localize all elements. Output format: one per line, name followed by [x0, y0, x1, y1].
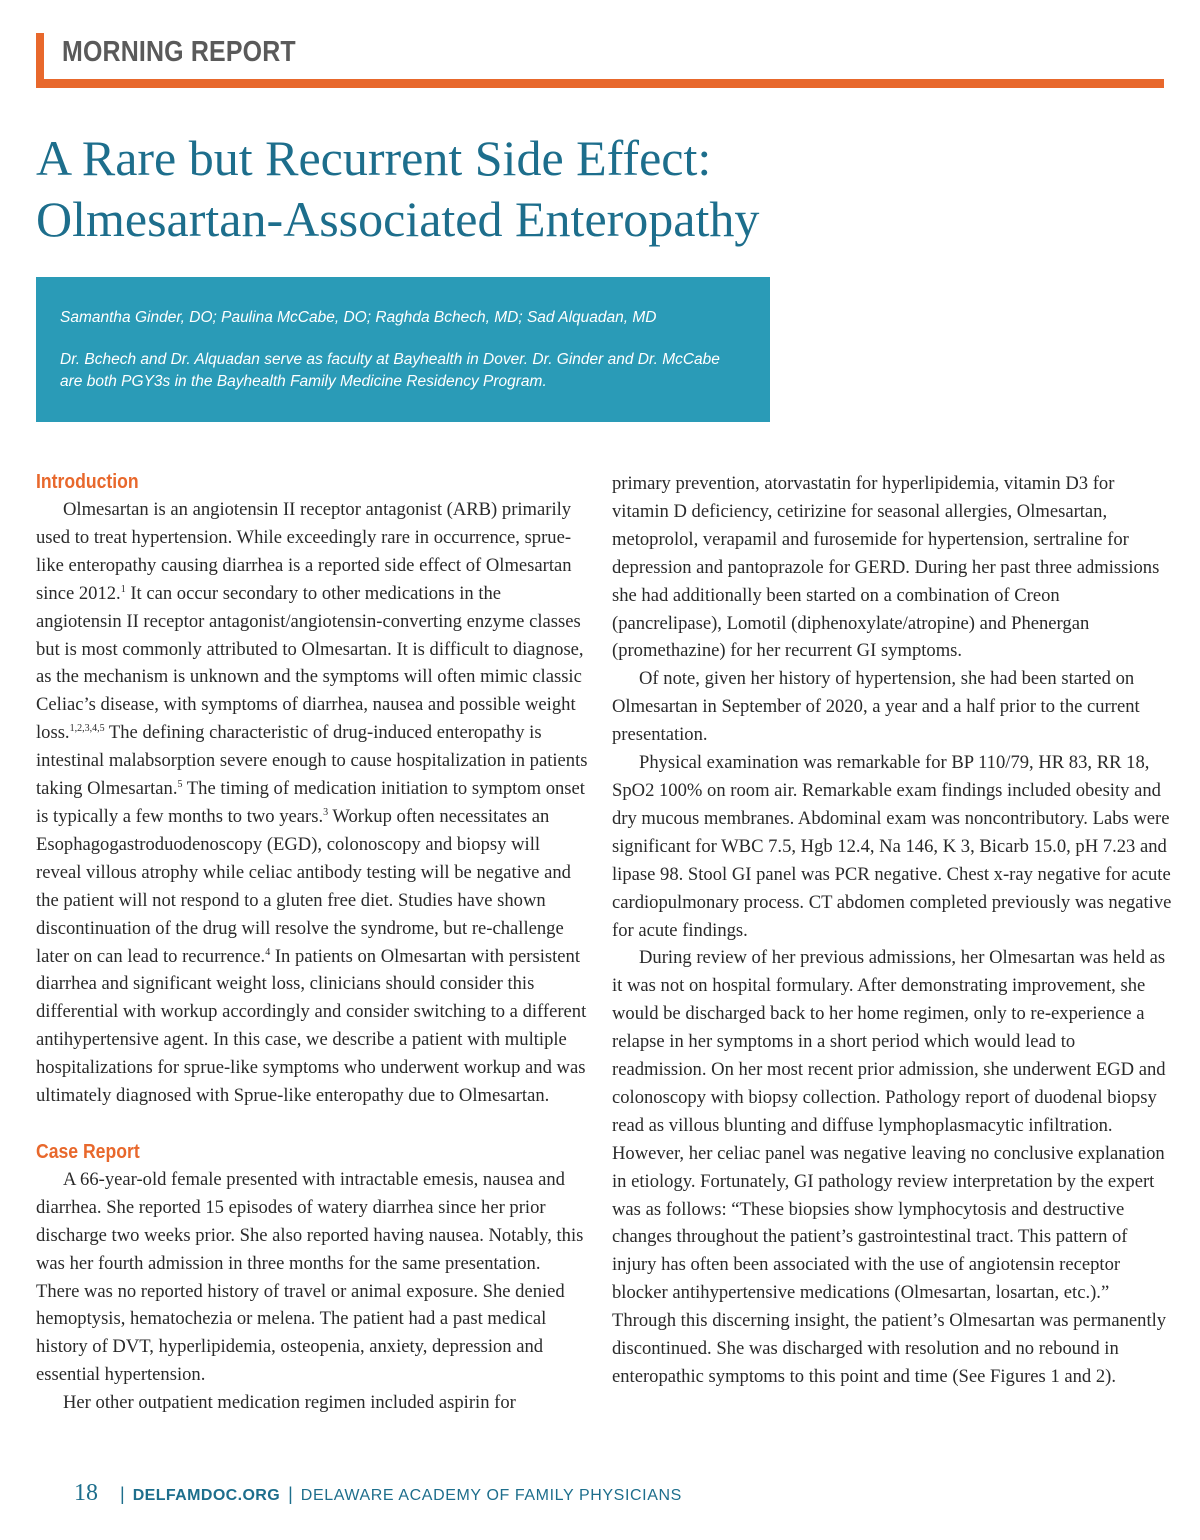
- case-paragraph-4: Physical examination was remarkable for BP 110/79, HR 83, RR 18, SpO2 100% on room air. Remarkable exam findings included obesity and dry mucous membranes. Abdominal exam was noncontributory. Labs were significant for WBC 7.5, Hgb 12.4, Na 146, K 3, Bicarb 15.0, pH 7.23 and lipase 98. Stool GI panel was PCR negative. Chest x-ray negative for acute cardiopulmonary process. CT abdomen completed previously was negative for acute findings.: [612, 752, 1172, 941]
- left-column: [36, 468, 588, 1417]
- intro-text-1: Olmesartan is an angiotensin II receptor antagonist (ARB) primarily used to treat hypertension. While exceedingly rare in occurrence, sprue-like enteropathy causing diarrhea is a reported side effect of Olmesartan since 2012.: [36, 499, 572, 604]
- header-accent-bar: [36, 33, 44, 83]
- author-box: [36, 277, 770, 422]
- author-names: Samantha Ginder, DO; Paulina McCabe, DO; Raghda Bchech, MD; Sad Alquadan, MD: [60, 309, 657, 326]
- citation: 1: [120, 583, 126, 595]
- citation: 5: [177, 778, 183, 790]
- introduction-heading: Introduction: [36, 471, 139, 493]
- author-affiliation: Dr. Bchech and Dr. Alquadan serve as faculty at Bayhealth in Dover. Dr. Ginder and Dr. McCabe are both PGY3s in the Bayhealth Family Medicine Residency Program.: [60, 351, 720, 390]
- article-title-line-2: Olmesartan-Associated Enteropathy: [36, 191, 760, 247]
- intro-text-4: The timing of medication initiation to symptom onset is typically a few months to two years.: [36, 778, 585, 827]
- section-label: MORNING REPORT: [62, 36, 296, 68]
- case-paragraph-3: Of note, given her history of hypertension, she had been started on Olmesartan in September of 2020, a year and a half prior to the current presentation.: [612, 668, 1140, 746]
- case-paragraph-2-continued: primary prevention, atorvastatin for hyperlipidemia, vitamin D3 for vitamin D deficiency, cetirizine for seasonal allergies, Olmesartan, metoprolol, verapamil and furosemide for hypertension, sertraline for depression and pantoprazole for GERD. During her past three admissions she had additionally been started on a combination of Creon (pancrelipase), Lomotil (diphenoxylate/atropine) and Phenergan (promethazine) for her recurrent GI symptoms.: [612, 473, 1160, 662]
- header-rule: [36, 79, 1164, 88]
- footer-organization: DELAWARE ACADEMY OF FAMILY PHYSICIANS: [300, 1487, 682, 1504]
- introduction-paragraph: [36, 496, 588, 1110]
- citation: 1,2,3,4,5: [69, 723, 105, 735]
- case-report-heading: Case Report: [36, 1140, 140, 1163]
- article-title: [36, 128, 1164, 250]
- right-column: [612, 470, 1172, 1391]
- article-title-line-1: A Rare but Recurrent Side Effect:: [36, 130, 712, 186]
- footer-separator: |: [120, 1484, 125, 1504]
- citation: 4: [265, 946, 271, 958]
- page-footer: [74, 1480, 682, 1510]
- case-paragraph-1: A 66-year-old female presented with intractable emesis, nausea and diarrhea. She reported 15 episodes of watery diarrhea since her prior discharge two weeks prior. She also reported having nausea. Notably, this was her fourth admission in three months for the same presentation. There was no reported history of travel or animal exposure. She denied hemoptysis, hematochezia or melena. The patient had a past medical history of DVT, hyperlipidemia, osteopenia, anxiety, depression and essential hypertension.: [36, 1168, 584, 1386]
- page-number: 18: [74, 1480, 98, 1506]
- citation: 3: [323, 806, 329, 818]
- case-paragraph-2-start: Her other outpatient medication regimen included aspirin for: [63, 1392, 516, 1414]
- case-paragraph-5: During review of her previous admissions, her Olmesartan was held as it was not on hospital formulary. After demonstrating improvement, she would be discharged back to her home regimen, only to re-experience a relapse in her symptoms in a short period which would lead to readmission. On her most recent prior admission, she underwent EGD and colonoscopy with biopsy collection. Pathology report of duodenal biopsy read as villous blunting and diffuse lymphoplasmacytic infiltration. However, her celiac panel was negative leaving no conclusive explanation in etiology. Fortunately, GI pathology review interpretation by the expert was as follows: “These biopsies show lymphocytosis and destructive changes throughout the patient’s gastrointestinal tract. This pattern of injury has often been associated with the use of angiotensin receptor blocker antihypertensive medications (Olmesartan, losartan, etc.).” Through this discerning insight, the patient’s Olmesartan was permanently discontinued. She was discharged with resolution and no rebound in enteropathic symptoms to this point and time (See Figures 1 and 2).: [612, 947, 1167, 1387]
- intro-text-6: In patients on Olmesartan with persistent diarrhea and significant weight loss, clinicians should consider this differential with workup accordingly and consider switching to a different antihypertensive agent. In this case, we describe a patient with multiple hospitalizations for sprue-like symptoms who underwent workup and was ultimately diagnosed with Sprue-like enteropathy due to Olmesartan.: [36, 945, 587, 1107]
- footer-site-link[interactable]: DELFAMDOC.ORG: [132, 1487, 281, 1504]
- footer-separator: |: [288, 1484, 293, 1504]
- intro-text-5: Workup often necessitates an Esophagogastroduodenoscopy (EGD), colonoscopy and biopsy will reveal villous atrophy while celiac antibody testing will be negative and the patient will not respond to a gluten free diet. Studies have shown discontinuation of the drug will resolve the syndrome, but re-challenge later on can lead to recurrence.: [36, 805, 571, 967]
- intro-text-2: It can occur secondary to other medications in the angiotensin II receptor antagonist/angiotensin-converting enzyme classes but is most commonly attributed to Olmesartan. It is difficult to diagnose, as the mechanism is unknown and the symptoms will often mimic classic Celiac’s disease, with symptoms of diarrhea, nausea and possible weight loss.: [36, 582, 584, 744]
- intro-text-3: The defining characteristic of drug-induced enteropathy is intestinal malabsorption severe enough to cause hospitalization in patients taking Olmesartan.: [36, 722, 588, 800]
